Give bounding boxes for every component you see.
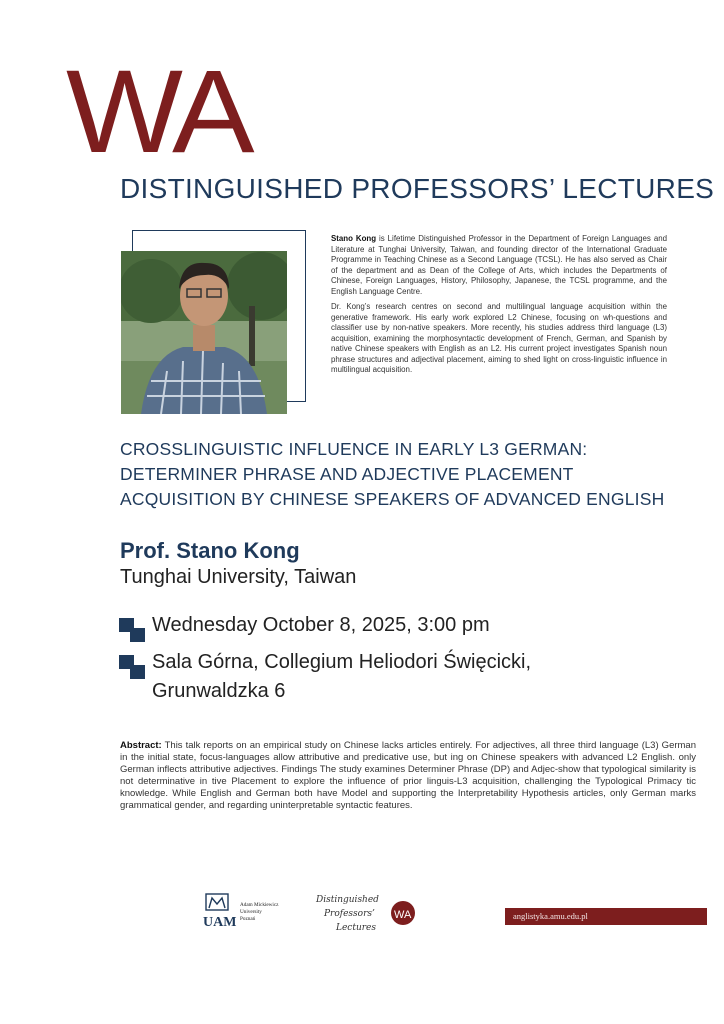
speaker-photo bbox=[121, 251, 287, 414]
speaker-bio bbox=[331, 234, 667, 381]
venue-line-1: Sala Górna, Collegium Heliodori Święcicki, bbox=[152, 651, 532, 673]
wa-logo: WA bbox=[66, 46, 249, 178]
abstract bbox=[120, 740, 696, 812]
amu-name-line-3: Poznań bbox=[240, 916, 256, 922]
event-datetime: Wednesday October 8, 2025, 3:00 pm bbox=[152, 614, 490, 636]
speaker-name: Prof. Stano Kong bbox=[120, 538, 300, 563]
dpl-logo bbox=[310, 890, 420, 938]
website-url[interactable]: anglistyka.amu.edu.pl bbox=[505, 908, 707, 925]
dpl-line-3: Lectures bbox=[336, 923, 377, 933]
abstract-text: This talk reports on an empirical study on Chinese lacks articles entirely. For adjectives, all three third language (L3) German in the initial state, focus-languages allow attributive and predicative use, but ing on Chinese speakers with advanced L2 English. only German inflects attributive adjectives. Findings The study examines Determiner Phrase (DP) and Adjec-show that typological similarity is not determinative in tive Placement to explore the influence of prior linguis-L3 acquisition, challenging the Typological Primacy tic knowledge. While English and German both have Model and supporting the Interpretability Hypothesis articles, only German marks grammatical gender, and regarding uninterpretable syntactic features. bbox=[120, 740, 696, 811]
bio-name: Stano Kong bbox=[331, 234, 377, 243]
bio-paragraph-2: Dr. Kong’s research centres on second and multilingual language acquisition within the generative framework. His early work explored L2 Chinese, focusing on wh-questions and classifier use by non-native speakers. More recently, his studies address third language (L3) acquisition, examining the morphosyntactic development of French, German, and Spanish by native Chinese speakers with English as an L2. His current project investigates Spanish noun phrase structures and adjectival placement, aiming to shed light on cross-linguistic influence in multilingual acquisition. bbox=[331, 302, 667, 374]
dpl-badge: WA bbox=[394, 909, 412, 921]
lecture-title: CROSSLINGUISTIC INFLUENCE IN EARLY L3 GERMAN: DETERMINER PHRASE AND ADJECTIVE PLACEMENT ACQUISITION BY CHINESE SPEAKERS OF ADVANCED ENGLISH bbox=[120, 439, 665, 509]
series-title: DISTINGUISHED PROFESSORS’ LECTURES bbox=[120, 173, 715, 204]
speaker-affiliation: Tunghai University, Taiwan bbox=[120, 566, 357, 588]
bio-paragraph-1-text: is Lifetime Distinguished Professor in the Department of Foreign Languages and Literature at Tunghai University, Taiwan, and founding director of the International Graduate Programme in Teaching Chinese as a Second Language (TCSL). He has also served as Chair of the department and as Dean of the College of Arts, which includes the Departments of Chinese, Foreign Languages, History, Philosophy, Japanese, the TCSL programme, and the English Language Centre. bbox=[331, 234, 667, 296]
event-venue bbox=[152, 648, 531, 706]
dpl-line-2: Professors’ bbox=[324, 909, 375, 919]
amu-mark: UAM bbox=[203, 915, 237, 930]
amu-name-line-1: Adam Mickiewicz bbox=[240, 902, 279, 908]
venue-bullet-icon bbox=[119, 655, 147, 681]
abstract-label: Abstract: bbox=[120, 740, 162, 751]
date-bullet-icon bbox=[119, 618, 147, 644]
dpl-line-1: Distinguished bbox=[316, 895, 379, 905]
venue-line-2: Grunwaldzka 6 bbox=[152, 680, 286, 702]
amu-name-line-2: University bbox=[240, 909, 262, 915]
amu-logo bbox=[200, 892, 305, 936]
bio-paragraph-1 bbox=[331, 234, 667, 297]
